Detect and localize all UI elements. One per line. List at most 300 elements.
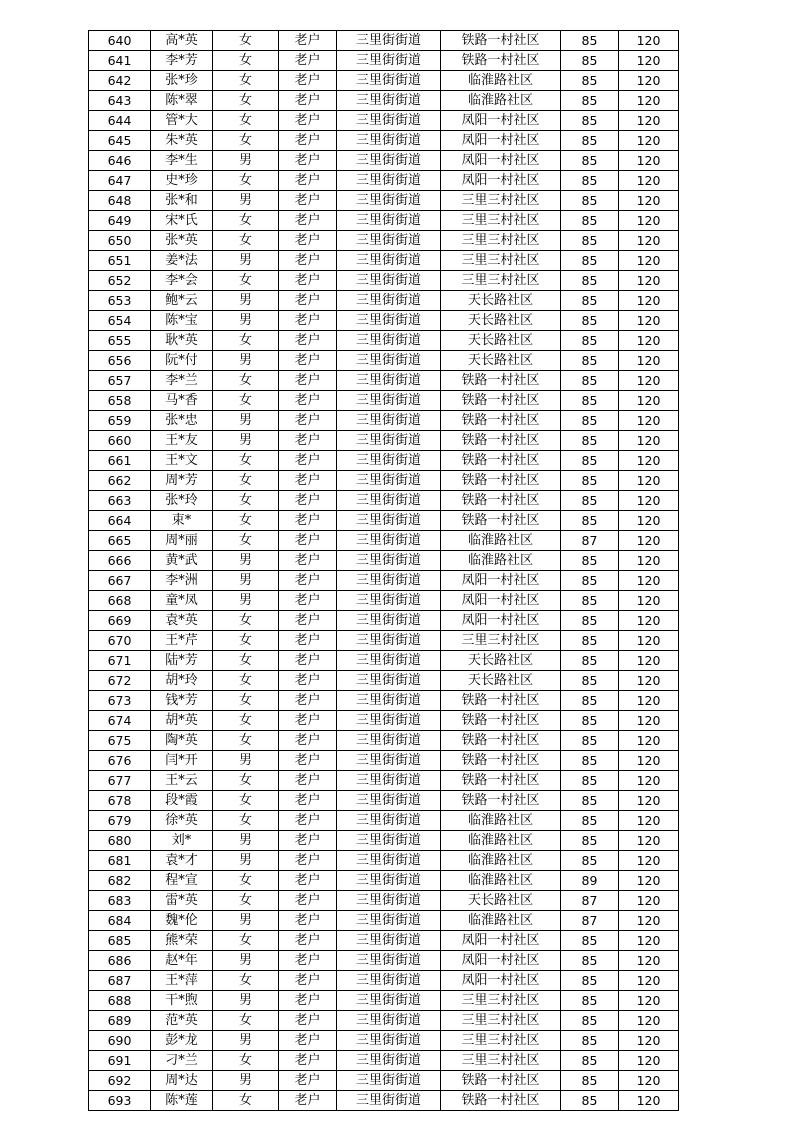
cell-gender: 男 [213,291,279,311]
cell-amount: 120 [619,591,679,611]
cell-name: 周*芳 [151,471,213,491]
cell-gender: 女 [213,531,279,551]
cell-age: 85 [561,751,619,771]
cell-street: 三里街街道 [337,1071,441,1091]
cell-age: 87 [561,911,619,931]
cell-row-number: 660 [89,431,151,451]
table-row [89,651,679,671]
table-row [89,1091,679,1111]
cell-age: 85 [561,691,619,711]
cell-row-number: 685 [89,931,151,951]
cell-gender: 女 [213,771,279,791]
cell-household-type: 老户 [279,851,337,871]
cell-name: 胡*玲 [151,671,213,691]
cell-street: 三里街街道 [337,1051,441,1071]
cell-amount: 120 [619,991,679,1011]
cell-street: 三里街街道 [337,971,441,991]
cell-community: 铁路一村社区 [441,451,561,471]
cell-row-number: 642 [89,71,151,91]
cell-name: 魏*伦 [151,911,213,931]
cell-community: 三里三村社区 [441,1031,561,1051]
cell-amount: 120 [619,491,679,511]
cell-age: 85 [561,671,619,691]
cell-community: 凤阳一村社区 [441,151,561,171]
cell-age: 85 [561,291,619,311]
cell-row-number: 668 [89,591,151,611]
cell-household-type: 老户 [279,951,337,971]
cell-row-number: 679 [89,811,151,831]
cell-amount: 120 [619,311,679,331]
cell-name: 王*云 [151,771,213,791]
cell-age: 85 [561,571,619,591]
cell-age: 85 [561,971,619,991]
cell-amount: 120 [619,1031,679,1051]
cell-row-number: 654 [89,311,151,331]
cell-street: 三里街街道 [337,251,441,271]
cell-name: 袁*英 [151,611,213,631]
cell-amount: 120 [619,871,679,891]
cell-household-type: 老户 [279,791,337,811]
cell-street: 三里街街道 [337,1011,441,1031]
cell-community: 铁路一村社区 [441,391,561,411]
cell-street: 三里街街道 [337,111,441,131]
cell-row-number: 691 [89,1051,151,1071]
cell-amount: 120 [619,251,679,271]
cell-name: 段*霞 [151,791,213,811]
cell-age: 85 [561,711,619,731]
table-row [89,271,679,291]
table-row [89,771,679,791]
cell-row-number: 645 [89,131,151,151]
cell-amount: 120 [619,331,679,351]
cell-row-number: 676 [89,751,151,771]
table-row [89,1031,679,1051]
cell-amount: 120 [619,291,679,311]
cell-name: 李*会 [151,271,213,291]
table-row [89,171,679,191]
cell-community: 三里三村社区 [441,991,561,1011]
cell-gender: 男 [213,831,279,851]
table-row [89,471,679,491]
table-row [89,131,679,151]
cell-name: 黄*武 [151,551,213,571]
cell-amount: 120 [619,551,679,571]
cell-street: 三里街街道 [337,211,441,231]
cell-household-type: 老户 [279,831,337,851]
cell-community: 铁路一村社区 [441,491,561,511]
cell-household-type: 老户 [279,771,337,791]
cell-amount: 120 [619,691,679,711]
cell-community: 铁路一村社区 [441,791,561,811]
cell-household-type: 老户 [279,431,337,451]
cell-amount: 120 [619,791,679,811]
table-row [89,791,679,811]
cell-name: 耿*英 [151,331,213,351]
cell-household-type: 老户 [279,291,337,311]
cell-amount: 120 [619,451,679,471]
cell-gender: 女 [213,511,279,531]
cell-household-type: 老户 [279,51,337,71]
cell-household-type: 老户 [279,1071,337,1091]
cell-row-number: 667 [89,571,151,591]
cell-amount: 120 [619,271,679,291]
cell-street: 三里街街道 [337,51,441,71]
table-row [89,891,679,911]
table-row [89,31,679,51]
cell-community: 临淮路社区 [441,531,561,551]
cell-gender: 女 [213,91,279,111]
cell-gender: 女 [213,871,279,891]
cell-amount: 120 [619,931,679,951]
cell-gender: 女 [213,211,279,231]
table-row [89,631,679,651]
cell-gender: 女 [213,491,279,511]
cell-street: 三里街街道 [337,851,441,871]
cell-row-number: 670 [89,631,151,651]
cell-amount: 120 [619,211,679,231]
table-row [89,951,679,971]
cell-gender: 男 [213,351,279,371]
cell-name: 陆*芳 [151,651,213,671]
cell-gender: 女 [213,71,279,91]
table-row [89,991,679,1011]
cell-street: 三里街街道 [337,431,441,451]
cell-community: 铁路一村社区 [441,371,561,391]
cell-amount: 120 [619,1011,679,1031]
cell-street: 三里街街道 [337,291,441,311]
cell-street: 三里街街道 [337,551,441,571]
cell-street: 三里街街道 [337,1091,441,1111]
cell-age: 85 [561,431,619,451]
cell-household-type: 老户 [279,711,337,731]
cell-street: 三里街街道 [337,671,441,691]
cell-household-type: 老户 [279,511,337,531]
cell-name: 陈*宝 [151,311,213,331]
cell-community: 三里三村社区 [441,631,561,651]
cell-gender: 男 [213,411,279,431]
cell-name: 陈*翠 [151,91,213,111]
cell-street: 三里街街道 [337,891,441,911]
cell-street: 三里街街道 [337,491,441,511]
cell-community: 凤阳一村社区 [441,591,561,611]
cell-name: 陈*莲 [151,1091,213,1111]
cell-name: 闫*开 [151,751,213,771]
cell-row-number: 659 [89,411,151,431]
cell-community: 铁路一村社区 [441,691,561,711]
cell-row-number: 682 [89,871,151,891]
cell-household-type: 老户 [279,451,337,471]
cell-amount: 120 [619,91,679,111]
cell-street: 三里街街道 [337,451,441,471]
cell-community: 三里三村社区 [441,191,561,211]
cell-name: 徐*英 [151,811,213,831]
cell-street: 三里街街道 [337,871,441,891]
cell-street: 三里街街道 [337,271,441,291]
cell-name: 程*宣 [151,871,213,891]
cell-age: 85 [561,851,619,871]
cell-amount: 120 [619,511,679,531]
cell-community: 临淮路社区 [441,551,561,571]
cell-community: 铁路一村社区 [441,511,561,531]
cell-gender: 女 [213,391,279,411]
cell-community: 天长路社区 [441,311,561,331]
cell-amount: 120 [619,631,679,651]
cell-row-number: 683 [89,891,151,911]
cell-street: 三里街街道 [337,151,441,171]
cell-street: 三里街街道 [337,771,441,791]
cell-gender: 女 [213,651,279,671]
cell-community: 临淮路社区 [441,71,561,91]
cell-gender: 女 [213,31,279,51]
cell-household-type: 老户 [279,971,337,991]
cell-name: 刘* [151,831,213,851]
table-row [89,411,679,431]
cell-age: 85 [561,191,619,211]
cell-community: 凤阳一村社区 [441,971,561,991]
cell-row-number: 693 [89,1091,151,1111]
cell-name: 彭*龙 [151,1031,213,1051]
cell-community: 临淮路社区 [441,91,561,111]
cell-community: 铁路一村社区 [441,1091,561,1111]
cell-age: 85 [561,991,619,1011]
cell-row-number: 661 [89,451,151,471]
table-row [89,731,679,751]
cell-street: 三里街街道 [337,131,441,151]
cell-gender: 女 [213,131,279,151]
table-row [89,611,679,631]
cell-row-number: 678 [89,791,151,811]
cell-age: 85 [561,131,619,151]
cell-gender: 男 [213,191,279,211]
cell-community: 三里三村社区 [441,1051,561,1071]
cell-name: 王*芹 [151,631,213,651]
cell-household-type: 老户 [279,491,337,511]
cell-gender: 女 [213,451,279,471]
cell-street: 三里街街道 [337,751,441,771]
cell-household-type: 老户 [279,911,337,931]
cell-household-type: 老户 [279,611,337,631]
cell-gender: 男 [213,751,279,771]
cell-street: 三里街街道 [337,531,441,551]
cell-street: 三里街街道 [337,631,441,651]
cell-street: 三里街街道 [337,171,441,191]
table-row [89,291,679,311]
cell-street: 三里街街道 [337,1031,441,1051]
cell-name: 李*洲 [151,571,213,591]
cell-gender: 女 [213,731,279,751]
cell-gender: 女 [213,1091,279,1111]
cell-gender: 女 [213,691,279,711]
cell-household-type: 老户 [279,71,337,91]
cell-age: 85 [561,451,619,471]
cell-gender: 女 [213,931,279,951]
cell-amount: 120 [619,771,679,791]
table-row [89,111,679,131]
cell-street: 三里街街道 [337,651,441,671]
cell-gender: 女 [213,671,279,691]
cell-community: 铁路一村社区 [441,51,561,71]
cell-age: 85 [561,71,619,91]
cell-amount: 120 [619,911,679,931]
cell-row-number: 649 [89,211,151,231]
table-row [89,331,679,351]
cell-street: 三里街街道 [337,991,441,1011]
cell-age: 85 [561,771,619,791]
cell-age: 85 [561,271,619,291]
cell-gender: 女 [213,111,279,131]
cell-gender: 女 [213,971,279,991]
cell-household-type: 老户 [279,1031,337,1051]
cell-name: 李*芳 [151,51,213,71]
cell-amount: 120 [619,471,679,491]
cell-age: 85 [561,331,619,351]
cell-row-number: 657 [89,371,151,391]
cell-community: 三里三村社区 [441,251,561,271]
cell-age: 85 [561,211,619,231]
cell-amount: 120 [619,751,679,771]
cell-row-number: 681 [89,851,151,871]
table-row [89,351,679,371]
cell-name: 范*英 [151,1011,213,1031]
cell-amount: 120 [619,71,679,91]
table-row [89,551,679,571]
table-row [89,71,679,91]
table-row [89,211,679,231]
cell-gender: 男 [213,851,279,871]
cell-household-type: 老户 [279,651,337,671]
cell-community: 天长路社区 [441,651,561,671]
cell-community: 天长路社区 [441,891,561,911]
cell-amount: 120 [619,31,679,51]
cell-age: 85 [561,651,619,671]
cell-age: 85 [561,511,619,531]
cell-name: 宋*氏 [151,211,213,231]
cell-street: 三里街街道 [337,71,441,91]
cell-amount: 120 [619,891,679,911]
cell-name: 马*香 [151,391,213,411]
cell-household-type: 老户 [279,371,337,391]
cell-row-number: 687 [89,971,151,991]
cell-amount: 120 [619,191,679,211]
cell-age: 85 [561,731,619,751]
cell-row-number: 686 [89,951,151,971]
cell-household-type: 老户 [279,331,337,351]
cell-household-type: 老户 [279,191,337,211]
cell-gender: 男 [213,311,279,331]
cell-street: 三里街街道 [337,711,441,731]
cell-community: 天长路社区 [441,291,561,311]
cell-name: 干*煦 [151,991,213,1011]
cell-community: 三里三村社区 [441,211,561,231]
cell-age: 85 [561,551,619,571]
cell-name: 鲍*云 [151,291,213,311]
cell-row-number: 671 [89,651,151,671]
table-row [89,371,679,391]
cell-age: 85 [561,351,619,371]
cell-gender: 男 [213,251,279,271]
cell-gender: 女 [213,471,279,491]
cell-community: 凤阳一村社区 [441,931,561,951]
cell-household-type: 老户 [279,631,337,651]
cell-row-number: 647 [89,171,151,191]
cell-community: 三里三村社区 [441,231,561,251]
cell-name: 熊*荣 [151,931,213,951]
table-row [89,831,679,851]
cell-community: 临淮路社区 [441,851,561,871]
cell-street: 三里街街道 [337,231,441,251]
cell-community: 天长路社区 [441,671,561,691]
cell-amount: 120 [619,851,679,871]
cell-amount: 120 [619,411,679,431]
cell-name: 张*和 [151,191,213,211]
cell-street: 三里街街道 [337,31,441,51]
cell-age: 87 [561,891,619,911]
cell-row-number: 666 [89,551,151,571]
cell-household-type: 老户 [279,691,337,711]
table-row [89,151,679,171]
cell-name: 钱*芳 [151,691,213,711]
cell-street: 三里街街道 [337,371,441,391]
cell-gender: 女 [213,171,279,191]
cell-household-type: 老户 [279,251,337,271]
cell-row-number: 690 [89,1031,151,1051]
cell-street: 三里街街道 [337,351,441,371]
cell-household-type: 老户 [279,411,337,431]
cell-row-number: 652 [89,271,151,291]
cell-household-type: 老户 [279,351,337,371]
cell-household-type: 老户 [279,871,337,891]
cell-gender: 女 [213,331,279,351]
cell-household-type: 老户 [279,211,337,231]
cell-row-number: 648 [89,191,151,211]
cell-gender: 女 [213,791,279,811]
cell-community: 铁路一村社区 [441,731,561,751]
cell-household-type: 老户 [279,91,337,111]
cell-amount: 120 [619,531,679,551]
cell-age: 85 [561,1091,619,1111]
cell-name: 史*珍 [151,171,213,191]
cell-amount: 120 [619,711,679,731]
cell-amount: 120 [619,391,679,411]
cell-household-type: 老户 [279,131,337,151]
cell-gender: 男 [213,1031,279,1051]
cell-gender: 女 [213,231,279,251]
cell-age: 85 [561,391,619,411]
cell-name: 束* [151,511,213,531]
cell-household-type: 老户 [279,111,337,131]
cell-community: 临淮路社区 [441,911,561,931]
cell-name: 胡*英 [151,711,213,731]
cell-community: 凤阳一村社区 [441,951,561,971]
cell-street: 三里街街道 [337,951,441,971]
cell-name: 管*大 [151,111,213,131]
cell-gender: 男 [213,991,279,1011]
cell-age: 85 [561,31,619,51]
table-row [89,51,679,71]
table-row [89,871,679,891]
cell-community: 铁路一村社区 [441,411,561,431]
cell-age: 85 [561,631,619,651]
cell-name: 阮*付 [151,351,213,371]
cell-street: 三里街街道 [337,311,441,331]
table-row [89,1051,679,1071]
cell-amount: 120 [619,51,679,71]
cell-name: 赵*年 [151,951,213,971]
cell-household-type: 老户 [279,531,337,551]
cell-name: 陶*英 [151,731,213,751]
cell-row-number: 646 [89,151,151,171]
cell-name: 王*文 [151,451,213,471]
